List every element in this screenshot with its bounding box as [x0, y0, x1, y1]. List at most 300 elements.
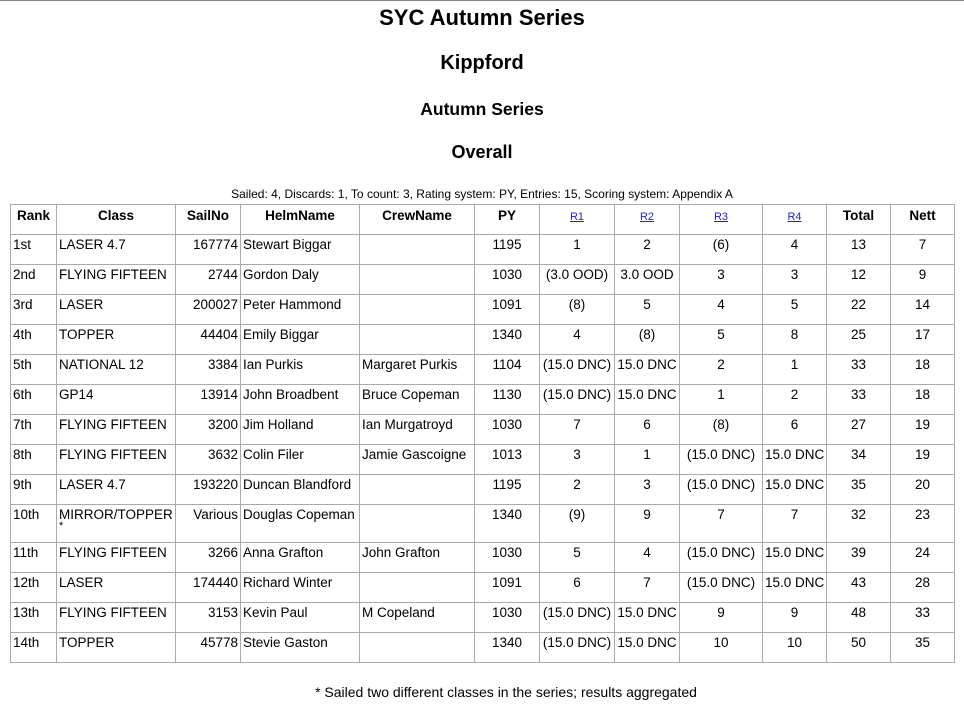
series-summary: Sailed: 4, Discards: 1, To count: 3, Rating system: PY, Entries: 15, Scoring system: Appendix A — [231, 187, 733, 201]
cell-class-value: TOPPER — [59, 327, 115, 342]
cell-total-value: 50 — [850, 635, 867, 650]
cell-r2 — [615, 235, 680, 265]
cell-sailno-value: 45778 — [200, 635, 238, 650]
table-row — [11, 325, 955, 355]
cell-py-value: 1340 — [491, 635, 523, 650]
cell-r2-value: 6 — [643, 417, 651, 432]
cell-r4-value: 15.0 DNC — [765, 477, 825, 492]
cell-helm-value: Gordon Daly — [243, 267, 319, 282]
cell-py-value: 1195 — [492, 237, 522, 252]
cell-nett-value: 18 — [914, 357, 931, 372]
cell-r3 — [680, 445, 763, 475]
cell-nett — [891, 355, 955, 385]
cell-rank-value: 11th — [13, 545, 39, 560]
cell-rank-value: 2nd — [13, 267, 36, 282]
col-r4 — [763, 205, 827, 235]
cell-crew — [360, 633, 475, 663]
cell-r2 — [615, 505, 680, 543]
cell-nett — [891, 543, 955, 573]
cell-r1 — [540, 633, 615, 663]
cell-r4 — [763, 633, 827, 663]
cell-r3 — [680, 475, 763, 505]
cell-r3-value: (15.0 DNC) — [686, 447, 756, 462]
cell-class-value: FLYING FIFTEEN — [59, 545, 167, 560]
cell-crew — [360, 385, 475, 415]
table-header-row — [11, 205, 955, 235]
cell-r4-value: 9 — [790, 605, 799, 620]
cell-r3-value: (8) — [712, 417, 730, 432]
footnote: * Sailed two different classes in the series; results aggregated — [315, 684, 697, 700]
cell-nett — [891, 475, 955, 505]
cell-rank-value: 1st — [13, 237, 32, 252]
table-row — [11, 573, 955, 603]
cell-nett-value: 7 — [918, 237, 927, 252]
cell-r2 — [615, 415, 680, 445]
cell-r1 — [540, 355, 615, 385]
group-heading: Overall — [451, 142, 513, 162]
cell-py-value: 1130 — [492, 387, 522, 402]
cell-sailno-value: 2744 — [207, 267, 238, 282]
cell-sailno — [176, 573, 241, 603]
race-3-link[interactable]: R3 — [713, 211, 729, 223]
cell-crew-value: Ian Murgatroyd — [362, 417, 453, 432]
cell-rank — [11, 603, 57, 633]
cell-r1 — [540, 235, 615, 265]
cell-r4 — [763, 603, 827, 633]
cell-r1 — [540, 573, 615, 603]
cell-total-value: 43 — [850, 575, 867, 590]
cell-r3-value: 3 — [717, 267, 725, 282]
cell-r1-value: 4 — [573, 327, 581, 342]
cell-helm — [241, 505, 360, 543]
cell-helm — [241, 445, 360, 475]
cell-py-value: 1091 — [491, 575, 523, 590]
cell-class-value: FLYING FIFTEEN — [59, 605, 167, 620]
cell-crew — [360, 325, 475, 355]
cell-class-value: FLYING FIFTEEN — [59, 267, 167, 282]
cell-r2-value: 15.0 DNC — [617, 605, 677, 620]
cell-class — [57, 445, 176, 475]
cell-r3-value: 9 — [717, 605, 725, 620]
table-row — [11, 603, 955, 633]
cell-class — [57, 603, 176, 633]
table-row — [11, 543, 955, 573]
col-total: Total — [827, 205, 891, 235]
table-row — [11, 235, 955, 265]
cell-r3 — [680, 235, 763, 265]
table-row — [11, 505, 955, 543]
cell-total — [827, 295, 891, 325]
cell-r2 — [615, 265, 680, 295]
cell-r2-value: 4 — [643, 545, 651, 560]
table-row — [11, 415, 955, 445]
cell-crew-value: John Grafton — [362, 545, 441, 560]
cell-nett-value: 28 — [914, 575, 931, 590]
cell-r1-value: 1 — [573, 237, 581, 252]
series-heading: Autumn Series — [420, 99, 544, 119]
cell-total — [827, 445, 891, 475]
cell-r1 — [540, 325, 615, 355]
cell-r4-value: 2 — [790, 387, 799, 402]
cell-r2-value: 15.0 DNC — [617, 357, 677, 372]
cell-crew-value: Margaret Purkis — [362, 357, 458, 372]
cell-helm-value: Ian Purkis — [243, 357, 304, 372]
cell-sailno — [176, 445, 241, 475]
cell-py — [475, 385, 540, 415]
cell-total — [827, 325, 891, 355]
cell-total — [827, 475, 891, 505]
cell-total-value: 39 — [850, 545, 867, 560]
cell-class — [57, 385, 176, 415]
cell-r1 — [540, 385, 615, 415]
cell-sailno — [176, 543, 241, 573]
cell-rank-value: 4th — [13, 327, 32, 342]
cell-r3-value: (6) — [712, 237, 730, 252]
cell-helm — [241, 235, 360, 265]
cell-r1-value: 5 — [573, 545, 581, 560]
cell-r1-value: (8) — [568, 297, 586, 312]
cell-r2 — [615, 325, 680, 355]
table-row — [11, 295, 955, 325]
col-helm: HelmName — [241, 205, 360, 235]
cell-py-value: 1340 — [491, 327, 523, 342]
cell-crew — [360, 543, 475, 573]
cell-crew-value: M Copeland — [362, 605, 435, 620]
cell-py-value: 1013 — [491, 447, 523, 462]
cell-rank — [11, 325, 57, 355]
cell-class-value: FLYING FIFTEEN — [59, 447, 167, 462]
cell-helm-value: Stewart Biggar — [243, 237, 332, 252]
cell-r2-value: 1 — [643, 447, 651, 462]
results-table — [10, 204, 955, 663]
cell-sailno-value: 13914 — [200, 387, 238, 402]
cell-nett-value: 24 — [914, 545, 931, 560]
cell-r4-value: 8 — [790, 327, 799, 342]
table-row — [11, 355, 955, 385]
cell-sailno-value: 200027 — [192, 297, 238, 312]
cell-nett — [891, 385, 955, 415]
cell-r1-value: (15.0 DNC) — [542, 605, 612, 620]
cell-helm-value: Kevin Paul — [243, 605, 308, 620]
cell-r3-value: 1 — [717, 387, 725, 402]
cell-py-value: 1091 — [491, 297, 523, 312]
cell-class-value: FLYING FIFTEEN — [59, 417, 167, 432]
cell-rank — [11, 505, 57, 543]
cell-rank-value: 9th — [13, 477, 32, 492]
cell-r3 — [680, 573, 763, 603]
cell-r4 — [763, 235, 827, 265]
cell-py-value: 1030 — [491, 417, 523, 432]
cell-crew — [360, 603, 475, 633]
cell-r2 — [615, 295, 680, 325]
cell-nett — [891, 265, 955, 295]
cell-r1-value: 6 — [573, 575, 581, 590]
cell-helm — [241, 325, 360, 355]
cell-r2-value: (8) — [638, 327, 656, 342]
cell-py-value: 1030 — [491, 545, 523, 560]
col-crew: CrewName — [360, 205, 475, 235]
cell-r2 — [615, 543, 680, 573]
cell-r1-value: (15.0 DNC) — [542, 635, 612, 650]
cell-r3 — [680, 265, 763, 295]
cell-sailno — [176, 633, 241, 663]
cell-r1 — [540, 415, 615, 445]
cell-r4-value: 10 — [786, 635, 803, 650]
cell-crew-value: Jamie Gascoigne — [362, 447, 467, 462]
cell-r4-value: 15.0 DNC — [765, 575, 825, 590]
cell-r4 — [763, 295, 827, 325]
cell-nett — [891, 633, 955, 663]
cell-py — [475, 603, 540, 633]
cell-rank — [11, 385, 57, 415]
cell-helm-value: Jim Holland — [243, 417, 314, 432]
cell-r4 — [763, 573, 827, 603]
cell-class — [57, 265, 176, 295]
cell-helm-value: Stevie Gaston — [243, 635, 328, 650]
cell-rank — [11, 573, 57, 603]
cell-r3-value: (15.0 DNC) — [686, 477, 756, 492]
cell-helm — [241, 415, 360, 445]
cell-r4 — [763, 265, 827, 295]
cell-crew-value: Bruce Copeman — [362, 387, 460, 402]
cell-nett-value: 19 — [914, 447, 931, 462]
cell-rank-value: 7th — [13, 417, 32, 432]
cell-r2-value: 3 — [643, 477, 651, 492]
cell-total-value: 12 — [850, 267, 867, 282]
cell-py — [475, 295, 540, 325]
cell-r3-value: 5 — [717, 327, 725, 342]
table-row — [11, 475, 955, 505]
cell-sailno — [176, 505, 241, 543]
cell-r3-value: (15.0 DNC) — [686, 575, 756, 590]
cell-total — [827, 603, 891, 633]
cell-helm — [241, 295, 360, 325]
cell-r4-value: 7 — [790, 507, 799, 522]
cell-rank — [11, 445, 57, 475]
cell-nett-value: 18 — [914, 387, 931, 402]
cell-r4-value: 6 — [790, 417, 799, 432]
cell-total — [827, 573, 891, 603]
cell-rank — [11, 235, 57, 265]
cell-r1 — [540, 265, 615, 295]
cell-crew — [360, 445, 475, 475]
cell-nett — [891, 235, 955, 265]
cell-r1-value: (15.0 DNC) — [542, 357, 612, 372]
cell-r4 — [763, 543, 827, 573]
cell-r4 — [763, 415, 827, 445]
cell-sailno-value: 3200 — [207, 417, 238, 432]
cell-rank-value: 5th — [13, 357, 32, 372]
cell-sailno-value: 3153 — [207, 605, 238, 620]
cell-helm — [241, 475, 360, 505]
cell-crew — [360, 475, 475, 505]
cell-r4 — [763, 385, 827, 415]
cell-r2 — [615, 603, 680, 633]
cell-r2-value: 15.0 DNC — [617, 635, 677, 650]
cell-total — [827, 505, 891, 543]
cell-class — [57, 633, 176, 663]
cell-sailno-value: Various — [193, 507, 238, 522]
cell-nett — [891, 573, 955, 603]
cell-r4 — [763, 475, 827, 505]
col-rank: Rank — [11, 205, 57, 235]
cell-r3-value: 7 — [717, 507, 725, 522]
cell-r3-value: (15.0 DNC) — [686, 545, 756, 560]
cell-helm-value: Duncan Blandford — [243, 477, 352, 492]
cell-sailno — [176, 385, 241, 415]
cell-py — [475, 235, 540, 265]
cell-r2 — [615, 355, 680, 385]
cell-py — [475, 325, 540, 355]
cell-sailno — [176, 235, 241, 265]
cell-class-value: GP14 — [59, 387, 94, 402]
cell-r3 — [680, 295, 763, 325]
cell-nett-value: 9 — [918, 267, 927, 282]
cell-r3-value: 4 — [717, 297, 725, 312]
cell-helm-value: Peter Hammond — [243, 297, 342, 312]
cell-r3 — [680, 505, 763, 543]
cell-total — [827, 235, 891, 265]
cell-nett-value: 35 — [914, 635, 931, 650]
cell-rank-value: 13th — [13, 605, 40, 620]
race-4-link[interactable]: R4 — [787, 211, 802, 223]
cell-py-value: 1340 — [491, 507, 523, 522]
cell-r2 — [615, 573, 680, 603]
cell-class — [57, 325, 176, 355]
cell-r2-value: 7 — [643, 575, 651, 590]
cell-r1 — [540, 543, 615, 573]
cell-r1 — [540, 603, 615, 633]
cell-r1-value: (3.0 OOD) — [545, 267, 609, 282]
cell-total — [827, 543, 891, 573]
cell-helm — [241, 265, 360, 295]
cell-helm-value: Richard Winter — [243, 575, 333, 590]
cell-helm — [241, 355, 360, 385]
cell-sailno-value: 167774 — [192, 237, 238, 252]
cell-py — [475, 265, 540, 295]
cell-total-value: 33 — [850, 387, 867, 402]
cell-r2 — [615, 475, 680, 505]
col-class: Class — [57, 205, 176, 235]
cell-rank-value: 14th — [13, 635, 40, 650]
cell-sailno — [176, 355, 241, 385]
cell-class — [57, 415, 176, 445]
cell-nett — [891, 295, 955, 325]
race-1-link[interactable]: R1 — [569, 211, 585, 223]
page-title: SYC Autumn Series — [379, 5, 585, 30]
cell-r3 — [680, 355, 763, 385]
cell-r1 — [540, 445, 615, 475]
cell-sailno — [176, 415, 241, 445]
cell-helm-value: Emily Biggar — [243, 327, 319, 342]
cell-r1-value: (15.0 DNC) — [542, 387, 612, 402]
cell-rank-value: 8th — [13, 447, 32, 462]
cell-rank-value: 10th — [13, 507, 40, 522]
cell-total-value: 32 — [850, 507, 867, 522]
cell-helm-value: Colin Filer — [243, 447, 304, 462]
cell-nett — [891, 415, 955, 445]
cell-r1-value: (9) — [568, 507, 586, 522]
cell-rank — [11, 633, 57, 663]
cell-r4-value: 15.0 DNC — [765, 447, 825, 462]
cell-sailno-value: 3384 — [207, 357, 238, 372]
cell-class — [57, 295, 176, 325]
cell-r4-value: 15.0 DNC — [765, 545, 825, 560]
cell-r3 — [680, 415, 763, 445]
cell-r3-value: 2 — [717, 357, 725, 372]
cell-r1-value: 2 — [573, 477, 581, 492]
cell-py — [475, 543, 540, 573]
cell-r2-value: 2 — [643, 237, 651, 252]
cell-py — [475, 633, 540, 663]
cell-crew — [360, 265, 475, 295]
cell-nett-value: 14 — [914, 297, 931, 312]
cell-rank — [11, 475, 57, 505]
aggregated-marker: * — [59, 520, 64, 532]
cell-total — [827, 355, 891, 385]
cell-class-value: LASER — [59, 297, 104, 312]
cell-r3 — [680, 543, 763, 573]
cell-r2 — [615, 445, 680, 475]
cell-total-value: 25 — [850, 327, 867, 342]
cell-helm — [241, 385, 360, 415]
cell-sailno-value: 3632 — [207, 447, 238, 462]
cell-r2 — [615, 633, 680, 663]
cell-py — [475, 415, 540, 445]
cell-r2-value: 3.0 OOD — [620, 267, 674, 282]
cell-py-value: 1030 — [491, 267, 523, 282]
cell-crew — [360, 573, 475, 603]
cell-r3 — [680, 633, 763, 663]
cell-r4-value: 3 — [790, 267, 799, 282]
cell-r3 — [680, 325, 763, 355]
cell-r1-value: 3 — [573, 447, 581, 462]
cell-rank — [11, 265, 57, 295]
table-row — [11, 633, 955, 663]
cell-crew — [360, 505, 475, 543]
cell-class-value: LASER 4.7 — [59, 477, 126, 492]
cell-r2-value: 5 — [643, 297, 651, 312]
cell-rank — [11, 355, 57, 385]
cell-rank — [11, 295, 57, 325]
race-2-link[interactable]: R2 — [639, 211, 655, 223]
cell-nett — [891, 325, 955, 355]
cell-total-value: 48 — [850, 605, 867, 620]
cell-sailno-value: 193220 — [192, 477, 238, 492]
cell-crew — [360, 415, 475, 445]
results-body — [11, 235, 955, 663]
cell-total — [827, 265, 891, 295]
cell-class — [57, 475, 176, 505]
cell-r1-value: 7 — [573, 417, 581, 432]
cell-r4-value: 4 — [790, 237, 799, 252]
cell-r3 — [680, 385, 763, 415]
cell-rank-value: 6th — [13, 387, 32, 402]
cell-total — [827, 633, 891, 663]
cell-nett-value: 23 — [914, 507, 931, 522]
cell-r1 — [540, 295, 615, 325]
cell-nett-value: 33 — [914, 605, 931, 620]
cell-helm — [241, 603, 360, 633]
col-r2 — [615, 205, 680, 235]
cell-py-value: 1030 — [491, 605, 523, 620]
cell-total-value: 34 — [850, 447, 867, 462]
cell-r4 — [763, 355, 827, 385]
cell-r1 — [540, 505, 615, 543]
cell-r4-value: 1 — [790, 357, 799, 372]
cell-total-value: 33 — [850, 357, 867, 372]
cell-r4 — [763, 445, 827, 475]
